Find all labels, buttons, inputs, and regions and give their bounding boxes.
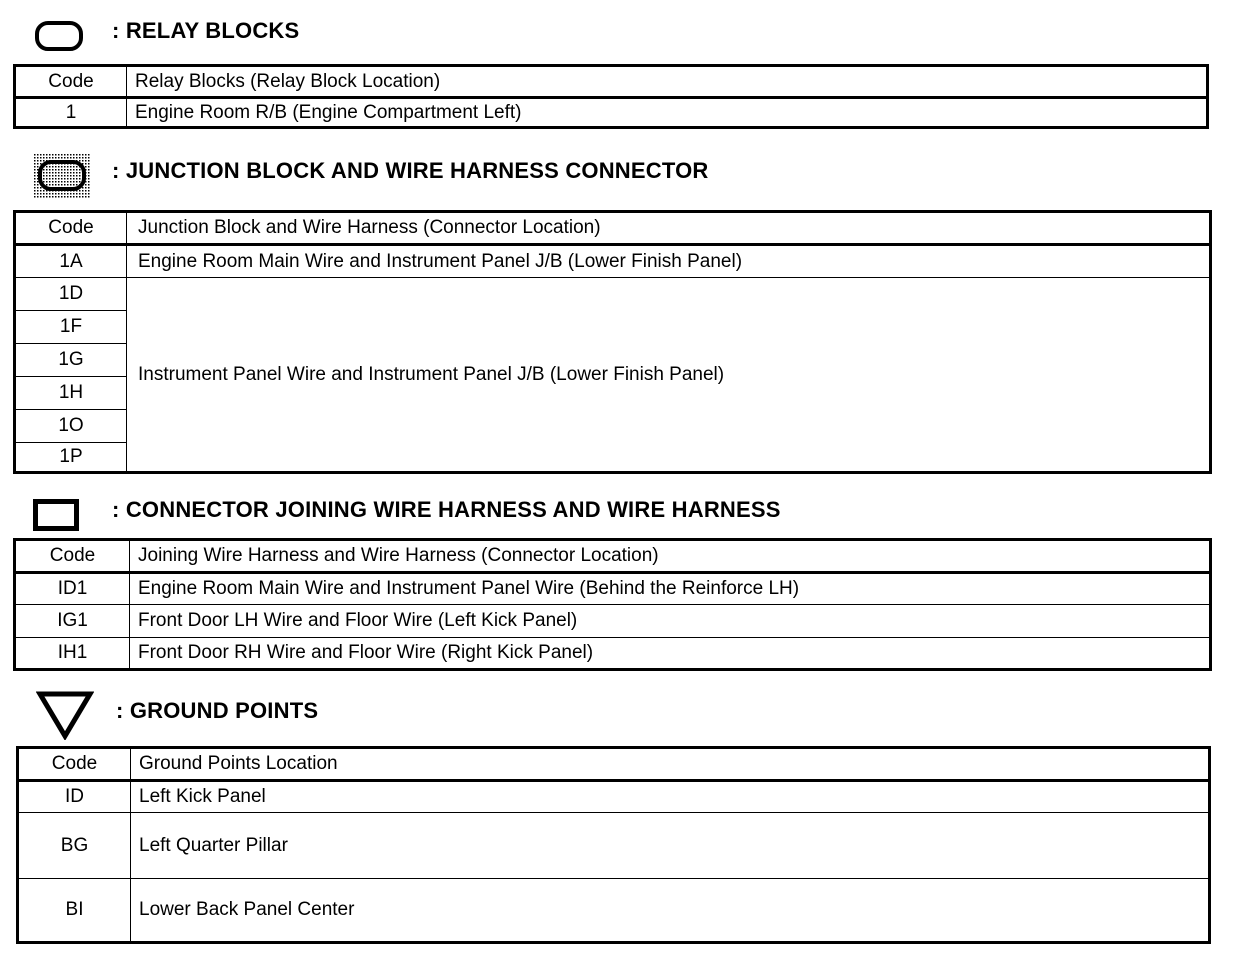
- section-title-relay-blocks: : RELAY BLOCKS: [112, 18, 300, 43]
- table-row: [15, 98, 1208, 128]
- header-description: Relay Blocks (Relay Block Location): [127, 66, 1208, 98]
- section-title-connector-joining: : CONNECTOR JOINING WIRE HARNESS AND WIRE HARNESS: [112, 497, 781, 522]
- row-code: ID: [18, 781, 131, 813]
- table-row: [18, 879, 1210, 943]
- row-code: 1P: [15, 443, 127, 473]
- header-code: Code: [15, 212, 127, 245]
- table-row: [15, 638, 1211, 670]
- table-header-row: [15, 66, 1208, 98]
- header-code: Code: [15, 66, 127, 98]
- row-code: 1D: [15, 278, 127, 311]
- header-description: Joining Wire Harness and Wire Harness (Connector Location): [130, 540, 1211, 573]
- table-row: [15, 278, 1211, 311]
- row-code: 1H: [15, 377, 127, 410]
- row-description: Front Door RH Wire and Floor Wire (Right Kick Panel): [130, 638, 1211, 670]
- row-code: 1O: [15, 410, 127, 443]
- row-code: BG: [18, 813, 131, 879]
- relay-blocks-table: [13, 64, 1209, 129]
- row-code: 1G: [15, 344, 127, 377]
- table-header-row: [15, 212, 1211, 245]
- row-description: Engine Room Main Wire and Instrument Panel Wire (Behind the Reinforce LH): [130, 573, 1211, 605]
- shaded-rounded-rect-icon: [34, 154, 90, 198]
- header-description: Junction Block and Wire Harness (Connector Location): [127, 212, 1211, 245]
- row-description: Left Quarter Pillar: [131, 813, 1210, 879]
- row-code: 1F: [15, 311, 127, 344]
- row-description: Engine Room R/B (Engine Compartment Left): [127, 98, 1208, 128]
- table-row: [15, 245, 1211, 278]
- row-code: ID1: [15, 573, 130, 605]
- row-code: IG1: [15, 605, 130, 638]
- connector-joining-table: [13, 538, 1212, 671]
- row-code: 1A: [15, 245, 127, 278]
- header-description: Ground Points Location: [131, 748, 1210, 781]
- row-description: Front Door LH Wire and Floor Wire (Left Kick Panel): [130, 605, 1211, 638]
- section-title-junction-block: : JUNCTION BLOCK AND WIRE HARNESS CONNECTOR: [112, 158, 709, 183]
- row-description: Left Kick Panel: [131, 781, 1210, 813]
- header-code: Code: [15, 540, 130, 573]
- square-icon: [33, 499, 79, 531]
- row-code: 1: [15, 98, 127, 128]
- junction-block-table: [13, 210, 1212, 474]
- table-row: [15, 573, 1211, 605]
- section-title-ground-points: : GROUND POINTS: [116, 698, 319, 723]
- header-code: Code: [18, 748, 131, 781]
- table-row: [18, 813, 1210, 879]
- group-description: Instrument Panel Wire and Instrument Panel J/B (Lower Finish Panel): [127, 278, 1211, 473]
- row-description: Engine Room Main Wire and Instrument Panel J/B (Lower Finish Panel): [127, 245, 1211, 278]
- row-code: BI: [18, 879, 131, 943]
- table-header-row: [18, 748, 1210, 781]
- row-code: IH1: [15, 638, 130, 670]
- row-description: Lower Back Panel Center: [131, 879, 1210, 943]
- ground-points-table: [16, 746, 1211, 944]
- table-header-row: [15, 540, 1211, 573]
- rounded-rect-icon: [34, 20, 84, 52]
- table-row: [15, 605, 1211, 638]
- table-row: [18, 781, 1210, 813]
- triangle-down-icon: [36, 690, 94, 740]
